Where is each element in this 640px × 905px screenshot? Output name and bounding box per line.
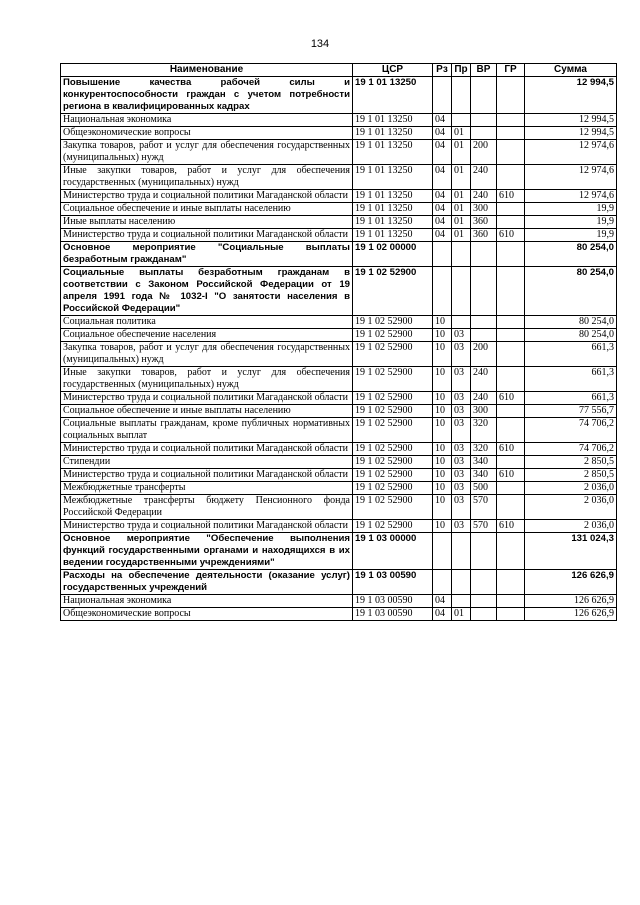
row-rz-cell: 04 bbox=[433, 216, 452, 229]
row-name-cell: Министерство труда и социальной политики Магаданской области bbox=[61, 443, 353, 456]
row-gr-cell: 610 bbox=[497, 229, 525, 242]
row-csr-cell: 19 1 01 13250 bbox=[353, 216, 433, 229]
row-rz-cell: 10 bbox=[433, 316, 452, 329]
row-name-cell: Социальное обеспечение и иные выплаты населению bbox=[61, 405, 353, 418]
row-pr-cell: 01 bbox=[452, 203, 471, 216]
row-vr-cell: 570 bbox=[471, 520, 497, 533]
table-row bbox=[61, 203, 617, 216]
row-name-cell: Расходы на обеспечение деятельности (оказание услуг) государственных учреждений bbox=[61, 570, 353, 595]
row-rz-cell: 10 bbox=[433, 342, 452, 367]
row-gr-cell bbox=[497, 342, 525, 367]
row-name-cell: Иные выплаты населению bbox=[61, 216, 353, 229]
row-csr-cell: 19 1 02 52900 bbox=[353, 520, 433, 533]
row-sum-cell: 661,3 bbox=[525, 342, 617, 367]
row-sum-cell: 2 036,0 bbox=[525, 495, 617, 520]
row-csr-cell: 19 1 01 13250 bbox=[353, 114, 433, 127]
row-gr-cell bbox=[497, 267, 525, 316]
row-csr-cell: 19 1 02 52900 bbox=[353, 418, 433, 443]
row-csr-cell: 19 1 02 52900 bbox=[353, 267, 433, 316]
row-rz-cell bbox=[433, 267, 452, 316]
row-pr-cell: 03 bbox=[452, 469, 471, 482]
row-pr-cell bbox=[452, 114, 471, 127]
row-sum-cell: 74 706,2 bbox=[525, 443, 617, 456]
row-pr-cell: 01 bbox=[452, 127, 471, 140]
row-rz-cell: 10 bbox=[433, 367, 452, 392]
row-vr-cell: 320 bbox=[471, 418, 497, 443]
table-row bbox=[61, 165, 617, 190]
row-gr-cell bbox=[497, 242, 525, 267]
row-rz-cell: 10 bbox=[433, 495, 452, 520]
row-pr-cell bbox=[452, 533, 471, 570]
row-gr-cell bbox=[497, 405, 525, 418]
page-number: 134 bbox=[310, 38, 330, 50]
row-vr-cell: 570 bbox=[471, 495, 497, 520]
row-csr-cell: 19 1 01 13250 bbox=[353, 165, 433, 190]
table-row bbox=[61, 316, 617, 329]
row-gr-cell bbox=[497, 203, 525, 216]
row-pr-cell: 03 bbox=[452, 405, 471, 418]
table-row bbox=[61, 367, 617, 392]
row-sum-cell: 2 850,5 bbox=[525, 456, 617, 469]
row-rz-cell: 10 bbox=[433, 329, 452, 342]
row-csr-cell: 19 1 02 52900 bbox=[353, 367, 433, 392]
row-vr-cell: 340 bbox=[471, 456, 497, 469]
table-row bbox=[61, 329, 617, 342]
row-gr-cell: 610 bbox=[497, 443, 525, 456]
row-gr-cell bbox=[497, 165, 525, 190]
row-name-cell: Социальные выплаты безработным гражданам в соответствии с Законом Российской Федерации от 19 апреля 1991 года № 1032-I "О занятости населения в Российской Федерации" bbox=[61, 267, 353, 316]
row-csr-cell: 19 1 03 00000 bbox=[353, 533, 433, 570]
row-sum-cell: 12 974,6 bbox=[525, 165, 617, 190]
row-rz-cell: 04 bbox=[433, 595, 452, 608]
row-vr-cell bbox=[471, 316, 497, 329]
row-csr-cell: 19 1 01 13250 bbox=[353, 77, 433, 114]
row-rz-cell: 10 bbox=[433, 469, 452, 482]
row-sum-cell: 19,9 bbox=[525, 229, 617, 242]
row-gr-cell bbox=[497, 329, 525, 342]
row-gr-cell: 610 bbox=[497, 469, 525, 482]
row-vr-cell: 240 bbox=[471, 190, 497, 203]
row-sum-cell: 661,3 bbox=[525, 367, 617, 392]
row-pr-cell: 03 bbox=[452, 392, 471, 405]
row-name-cell: Закупка товаров, работ и услуг для обеспечения государственных (муниципальных) нужд bbox=[61, 140, 353, 165]
header-csr: ЦСР bbox=[353, 64, 433, 77]
row-gr-cell: 610 bbox=[497, 520, 525, 533]
table-row bbox=[61, 595, 617, 608]
row-sum-cell: 2 036,0 bbox=[525, 520, 617, 533]
row-gr-cell bbox=[497, 77, 525, 114]
row-name-cell: Общеэкономические вопросы bbox=[61, 608, 353, 621]
row-rz-cell: 04 bbox=[433, 608, 452, 621]
table-row bbox=[61, 140, 617, 165]
table-row bbox=[61, 127, 617, 140]
row-vr-cell bbox=[471, 533, 497, 570]
row-gr-cell: 610 bbox=[497, 190, 525, 203]
row-name-cell: Социальные выплаты гражданам, кроме публичных нормативных социальных выплат bbox=[61, 418, 353, 443]
row-rz-cell: 04 bbox=[433, 203, 452, 216]
row-sum-cell: 74 706,2 bbox=[525, 418, 617, 443]
row-name-cell: Министерство труда и социальной политики Магаданской области bbox=[61, 469, 353, 482]
row-pr-cell bbox=[452, 267, 471, 316]
row-rz-cell bbox=[433, 570, 452, 595]
row-rz-cell: 10 bbox=[433, 405, 452, 418]
table-row bbox=[61, 418, 617, 443]
table-row bbox=[61, 495, 617, 520]
row-sum-cell: 19,9 bbox=[525, 203, 617, 216]
row-pr-cell: 01 bbox=[452, 165, 471, 190]
row-pr-cell: 01 bbox=[452, 608, 471, 621]
row-name-cell: Национальная экономика bbox=[61, 114, 353, 127]
row-name-cell: Иные закупки товаров, работ и услуг для обеспечения государственных (муниципальных) нужд bbox=[61, 367, 353, 392]
row-pr-cell bbox=[452, 242, 471, 267]
row-name-cell: Министерство труда и социальной политики Магаданской области bbox=[61, 229, 353, 242]
table-row bbox=[61, 229, 617, 242]
row-pr-cell: 01 bbox=[452, 229, 471, 242]
row-rz-cell: 10 bbox=[433, 456, 452, 469]
table-row bbox=[61, 190, 617, 203]
row-csr-cell: 19 1 01 13250 bbox=[353, 127, 433, 140]
row-rz-cell: 10 bbox=[433, 482, 452, 495]
row-vr-cell: 240 bbox=[471, 165, 497, 190]
row-gr-cell bbox=[497, 482, 525, 495]
row-name-cell: Основное мероприятие "Социальные выплаты безработным гражданам" bbox=[61, 242, 353, 267]
table-row bbox=[61, 608, 617, 621]
row-pr-cell bbox=[452, 316, 471, 329]
row-rz-cell: 04 bbox=[433, 190, 452, 203]
row-rz-cell: 10 bbox=[433, 520, 452, 533]
table-row bbox=[61, 469, 617, 482]
table-row bbox=[61, 520, 617, 533]
row-sum-cell: 77 556,7 bbox=[525, 405, 617, 418]
header-name: Наименование bbox=[61, 64, 353, 77]
table-header-row bbox=[61, 64, 617, 77]
row-sum-cell: 12 994,5 bbox=[525, 127, 617, 140]
header-gr: ГР bbox=[497, 64, 525, 77]
row-gr-cell bbox=[497, 533, 525, 570]
row-pr-cell: 01 bbox=[452, 216, 471, 229]
row-pr-cell bbox=[452, 77, 471, 114]
row-sum-cell: 2 036,0 bbox=[525, 482, 617, 495]
row-vr-cell: 200 bbox=[471, 342, 497, 367]
row-pr-cell bbox=[452, 595, 471, 608]
table-row bbox=[61, 114, 617, 127]
row-name-cell: Иные закупки товаров, работ и услуг для обеспечения государственных (муниципальных) нужд bbox=[61, 165, 353, 190]
row-vr-cell: 360 bbox=[471, 229, 497, 242]
row-gr-cell: 610 bbox=[497, 392, 525, 405]
row-vr-cell: 360 bbox=[471, 216, 497, 229]
row-vr-cell bbox=[471, 114, 497, 127]
row-pr-cell: 03 bbox=[452, 329, 471, 342]
row-vr-cell: 500 bbox=[471, 482, 497, 495]
row-sum-cell: 12 994,5 bbox=[525, 114, 617, 127]
row-name-cell: Социальная политика bbox=[61, 316, 353, 329]
row-name-cell: Межбюджетные трансферты bbox=[61, 482, 353, 495]
row-rz-cell bbox=[433, 77, 452, 114]
row-vr-cell: 240 bbox=[471, 367, 497, 392]
row-vr-cell: 300 bbox=[471, 405, 497, 418]
row-sum-cell: 12 974,6 bbox=[525, 140, 617, 165]
row-sum-cell: 126 626,9 bbox=[525, 608, 617, 621]
header-pr: Пр bbox=[452, 64, 471, 77]
row-sum-cell: 80 254,0 bbox=[525, 316, 617, 329]
row-sum-cell: 131 024,3 bbox=[525, 533, 617, 570]
row-rz-cell: 04 bbox=[433, 114, 452, 127]
row-vr-cell: 340 bbox=[471, 469, 497, 482]
table-body bbox=[61, 77, 617, 621]
row-rz-cell: 04 bbox=[433, 165, 452, 190]
row-pr-cell bbox=[452, 570, 471, 595]
row-rz-cell: 10 bbox=[433, 418, 452, 443]
row-csr-cell: 19 1 01 13250 bbox=[353, 203, 433, 216]
row-vr-cell bbox=[471, 77, 497, 114]
row-pr-cell: 03 bbox=[452, 342, 471, 367]
row-csr-cell: 19 1 02 52900 bbox=[353, 342, 433, 367]
row-sum-cell: 19,9 bbox=[525, 216, 617, 229]
row-name-cell: Министерство труда и социальной политики Магаданской области bbox=[61, 392, 353, 405]
row-vr-cell bbox=[471, 267, 497, 316]
row-pr-cell: 03 bbox=[452, 443, 471, 456]
row-gr-cell bbox=[497, 418, 525, 443]
row-csr-cell: 19 1 02 52900 bbox=[353, 456, 433, 469]
row-csr-cell: 19 1 01 13250 bbox=[353, 190, 433, 203]
row-gr-cell bbox=[497, 140, 525, 165]
row-pr-cell: 01 bbox=[452, 190, 471, 203]
row-sum-cell: 80 254,0 bbox=[525, 267, 617, 316]
table-row bbox=[61, 482, 617, 495]
row-gr-cell bbox=[497, 114, 525, 127]
row-pr-cell: 01 bbox=[452, 140, 471, 165]
table-row bbox=[61, 405, 617, 418]
row-gr-cell bbox=[497, 570, 525, 595]
row-pr-cell: 03 bbox=[452, 367, 471, 392]
row-vr-cell bbox=[471, 570, 497, 595]
row-csr-cell: 19 1 02 52900 bbox=[353, 316, 433, 329]
row-vr-cell: 240 bbox=[471, 392, 497, 405]
row-vr-cell bbox=[471, 242, 497, 267]
header-rz: Рз bbox=[433, 64, 452, 77]
row-csr-cell: 19 1 01 13250 bbox=[353, 229, 433, 242]
row-sum-cell: 126 626,9 bbox=[525, 595, 617, 608]
row-sum-cell: 661,3 bbox=[525, 392, 617, 405]
row-sum-cell: 12 974,6 bbox=[525, 190, 617, 203]
row-sum-cell: 126 626,9 bbox=[525, 570, 617, 595]
row-csr-cell: 19 1 01 13250 bbox=[353, 140, 433, 165]
row-name-cell: Министерство труда и социальной политики Магаданской области bbox=[61, 190, 353, 203]
row-name-cell: Стипендии bbox=[61, 456, 353, 469]
table-row bbox=[61, 242, 617, 267]
table-row bbox=[61, 456, 617, 469]
row-csr-cell: 19 1 02 52900 bbox=[353, 443, 433, 456]
row-csr-cell: 19 1 03 00590 bbox=[353, 608, 433, 621]
table-row bbox=[61, 77, 617, 114]
row-csr-cell: 19 1 02 52900 bbox=[353, 482, 433, 495]
row-name-cell: Социальное обеспечение и иные выплаты населению bbox=[61, 203, 353, 216]
row-rz-cell bbox=[433, 533, 452, 570]
row-sum-cell: 80 254,0 bbox=[525, 329, 617, 342]
row-vr-cell: 320 bbox=[471, 443, 497, 456]
row-csr-cell: 19 1 03 00590 bbox=[353, 595, 433, 608]
row-sum-cell: 80 254,0 bbox=[525, 242, 617, 267]
row-name-cell: Министерство труда и социальной политики Магаданской области bbox=[61, 520, 353, 533]
row-name-cell: Общеэкономические вопросы bbox=[61, 127, 353, 140]
table-row bbox=[61, 443, 617, 456]
row-name-cell: Основное мероприятие "Обеспечение выполнения функций государственными органами и находящихся в их ведении государственными учреждениями" bbox=[61, 533, 353, 570]
row-pr-cell: 03 bbox=[452, 418, 471, 443]
row-csr-cell: 19 1 02 00000 bbox=[353, 242, 433, 267]
row-pr-cell: 03 bbox=[452, 495, 471, 520]
table-row bbox=[61, 392, 617, 405]
table-row bbox=[61, 216, 617, 229]
row-vr-cell bbox=[471, 595, 497, 608]
row-vr-cell bbox=[471, 329, 497, 342]
row-pr-cell: 03 bbox=[452, 456, 471, 469]
row-sum-cell: 2 850,5 bbox=[525, 469, 617, 482]
row-vr-cell: 200 bbox=[471, 140, 497, 165]
row-rz-cell: 10 bbox=[433, 392, 452, 405]
row-csr-cell: 19 1 03 00590 bbox=[353, 570, 433, 595]
row-gr-cell bbox=[497, 595, 525, 608]
row-name-cell: Социальное обеспечение населения bbox=[61, 329, 353, 342]
row-rz-cell: 10 bbox=[433, 443, 452, 456]
row-rz-cell: 04 bbox=[433, 229, 452, 242]
row-csr-cell: 19 1 02 52900 bbox=[353, 405, 433, 418]
row-sum-cell: 12 994,5 bbox=[525, 77, 617, 114]
row-csr-cell: 19 1 02 52900 bbox=[353, 495, 433, 520]
row-csr-cell: 19 1 02 52900 bbox=[353, 392, 433, 405]
row-vr-cell bbox=[471, 127, 497, 140]
row-name-cell: Повышение качества рабочей силы и конкурентоспособности граждан с учетом потребности региона в квалифицированных кадрах bbox=[61, 77, 353, 114]
row-name-cell: Закупка товаров, работ и услуг для обеспечения государственных (муниципальных) нужд bbox=[61, 342, 353, 367]
row-rz-cell: 04 bbox=[433, 140, 452, 165]
row-gr-cell bbox=[497, 316, 525, 329]
row-gr-cell bbox=[497, 367, 525, 392]
row-vr-cell: 300 bbox=[471, 203, 497, 216]
row-rz-cell: 04 bbox=[433, 127, 452, 140]
row-gr-cell bbox=[497, 127, 525, 140]
budget-table bbox=[60, 63, 617, 621]
row-gr-cell bbox=[497, 216, 525, 229]
row-gr-cell bbox=[497, 456, 525, 469]
table-row bbox=[61, 342, 617, 367]
row-csr-cell: 19 1 02 52900 bbox=[353, 329, 433, 342]
row-pr-cell: 03 bbox=[452, 520, 471, 533]
row-csr-cell: 19 1 02 52900 bbox=[353, 469, 433, 482]
row-vr-cell bbox=[471, 608, 497, 621]
row-pr-cell: 03 bbox=[452, 482, 471, 495]
row-gr-cell bbox=[497, 608, 525, 621]
row-rz-cell bbox=[433, 242, 452, 267]
row-name-cell: Национальная экономика bbox=[61, 595, 353, 608]
header-sum: Сумма bbox=[525, 64, 617, 77]
table-row bbox=[61, 533, 617, 570]
row-name-cell: Межбюджетные трансферты бюджету Пенсионного фонда Российской Федерации bbox=[61, 495, 353, 520]
row-gr-cell bbox=[497, 495, 525, 520]
table-row bbox=[61, 267, 617, 316]
table-row bbox=[61, 570, 617, 595]
header-vr: ВР bbox=[471, 64, 497, 77]
